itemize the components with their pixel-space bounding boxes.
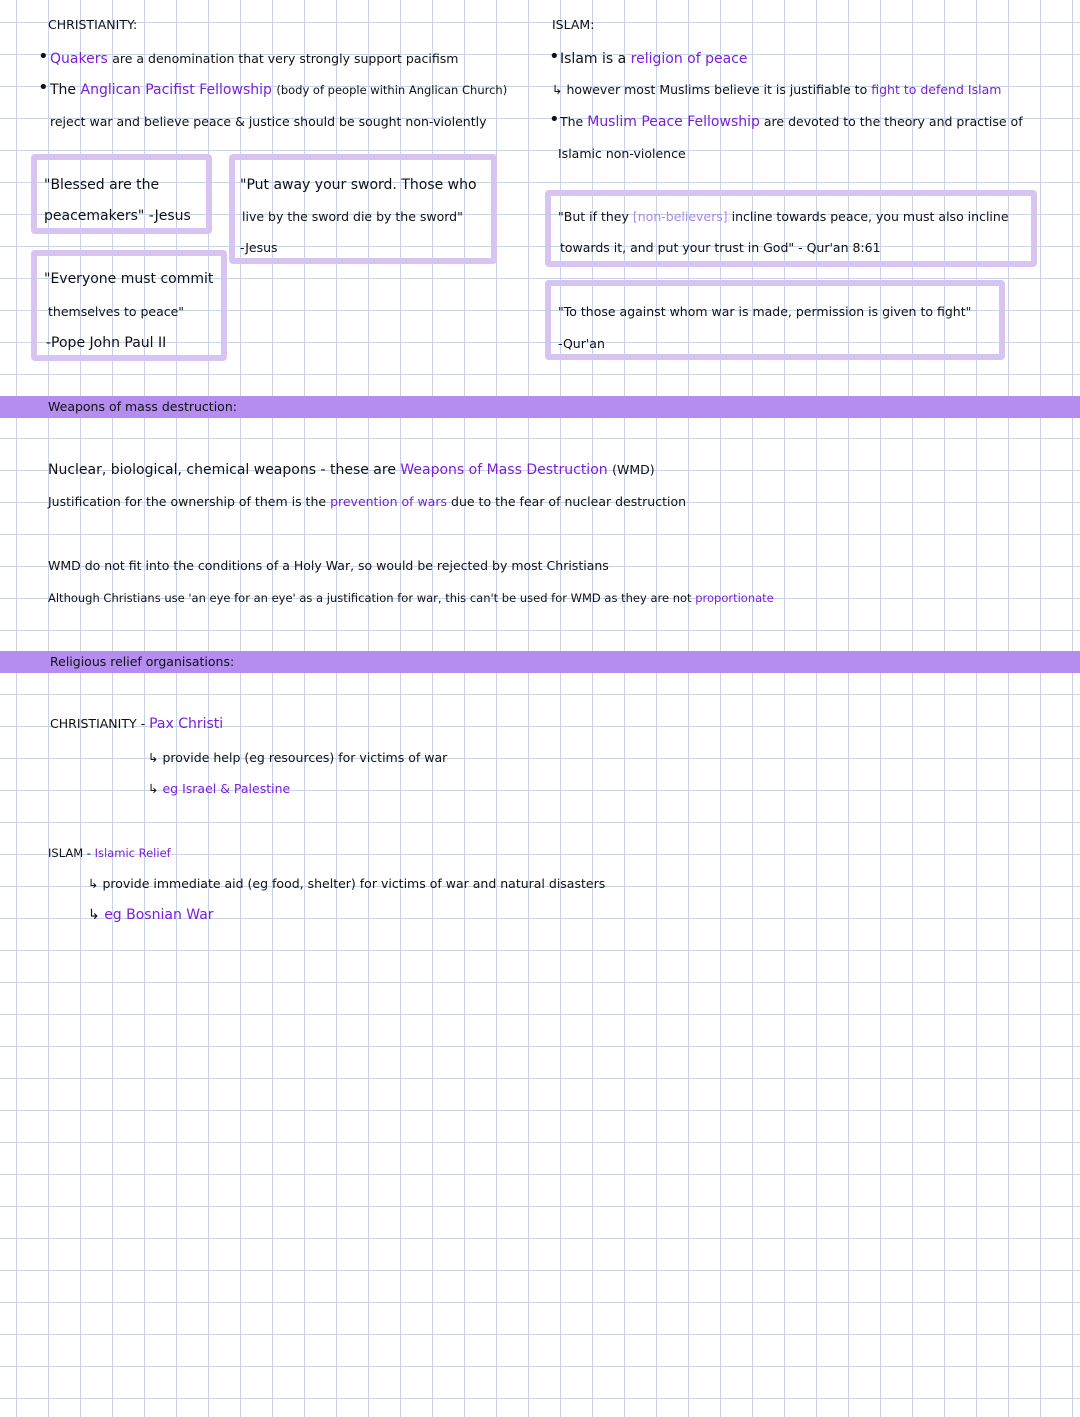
christianity-bullet-apf [50,81,507,99]
apf-term: Anglican Pacifist Fellowship [80,82,272,98]
apf-note: (body of people within Anglican Church) [276,83,508,97]
wmd-band-title: Weapons of mass destruction: [48,399,237,414]
relief-c-head: CHRISTIANITY - [50,716,146,731]
q861-a: "But if they [558,209,629,224]
relief-band-title: Religious relief organisations: [50,654,235,669]
relief-i-arrow1: ↳ provide immediate aid (eg food, shelter) for victims of war and natural disasters [88,876,606,891]
quakers-term: Quakers [50,51,108,67]
islam-arrow-justifiable [552,81,1001,99]
apf-continuation: reject war and believe peace & justice should be sought non-violently [50,114,487,129]
quote-pope-line3: -Pope John Paul II [46,335,167,351]
quakers-text: are a denomination that very strongly support pacifism [112,51,459,66]
relief-i-head: ISLAM - [48,846,91,860]
relief-i-arrow2 [88,906,214,924]
wmd-l2c: due to the fear of nuclear destruction [451,494,687,509]
quote-sword-line2: live by the sword die by the sword" [242,209,463,224]
quote-pope-line1: "Everyone must commit [44,271,214,287]
mpf-the: The [560,114,584,129]
relief-i-org: Islamic Relief [94,846,171,860]
bullet-dot: • [38,77,49,98]
section-band-relief [0,651,1080,673]
wmd-line3: WMD do not fit into the conditions of a Holy War, so would be rejected by most Christians [48,558,609,573]
islam-justify-term: fight to defend Islam [871,82,1002,97]
christianity-bullet-quakers [50,50,458,68]
islam-peace-text: Islam is a [560,51,627,67]
bullet-dot: • [549,46,560,67]
mpf-text: are devoted to the theory and practise of [763,114,1023,129]
wmd-l1a: Nuclear, biological, chemical weapons - these are [48,462,396,478]
quote-quran861-line2: towards it, and put your trust in God" - Qur'an 8:61 [560,240,881,255]
section-band-wmd [0,396,1080,418]
quote-quran861-line1 [558,208,1009,226]
islam-bullet-mpf [560,113,1023,131]
apf-the: The [50,82,77,98]
wmd-l4b: proportionate [695,591,774,605]
relief-i-arrow2-glyph: ↳ [88,907,100,923]
christianity-heading: CHRISTIANITY: [48,17,138,32]
relief-christianity-heading [50,715,223,733]
wmd-line4 [48,589,774,607]
wmd-line2 [48,493,686,511]
bullet-dot: • [38,46,49,67]
relief-islam-heading [48,844,171,862]
quote-quran-fight-line1: "To those against whom war is made, permission is given to fight" [558,304,972,319]
islam-bullet-peace [560,50,748,68]
relief-c-arrow2-glyph: ↳ [148,781,159,796]
wmd-l1c: (WMD) [612,462,655,477]
wmd-l1b: Weapons of Mass Destruction [400,462,608,478]
islam-heading: ISLAM: [552,17,595,32]
mpf-continuation: Islamic non-violence [558,146,686,161]
relief-c-arrow2-text: eg Israel & Palestine [162,781,291,796]
relief-c-arrow1: ↳ provide help (eg resources) for victims of war [148,750,448,765]
wmd-l4a: Although Christians use 'an eye for an eye' as a justification for war, this can't be used for WMD as they are not [48,591,692,605]
wmd-l2a: Justification for the ownership of them is the [48,494,327,509]
q861-c: incline towards peace, you must also incline [731,209,1009,224]
relief-c-arrow2 [148,780,290,798]
quote-blessed-line1: "Blessed are the [44,177,160,193]
mpf-term: Muslim Peace Fellowship [587,114,760,130]
wmd-line1 [48,461,655,479]
wmd-l2b: prevention of wars [330,494,448,509]
bullet-dot: • [549,109,560,130]
quote-sword-line3: -Jesus [240,240,278,255]
quote-quran-fight-line2: -Qur'an [558,336,605,351]
islam-justify-text: ↳ however most Muslims believe it is justifiable to [552,82,868,97]
islam-peace-term: religion of peace [630,51,748,67]
quote-sword-line1: "Put away your sword. Those who [240,177,477,193]
relief-i-arrow2-text: eg Bosnian War [104,907,214,923]
quote-blessed-line2: peacemakers" -Jesus [44,208,191,224]
relief-c-org: Pax Christi [149,716,224,732]
quote-pope-line2: themselves to peace" [48,304,185,319]
q861-bracket: [non-believers] [632,209,728,224]
